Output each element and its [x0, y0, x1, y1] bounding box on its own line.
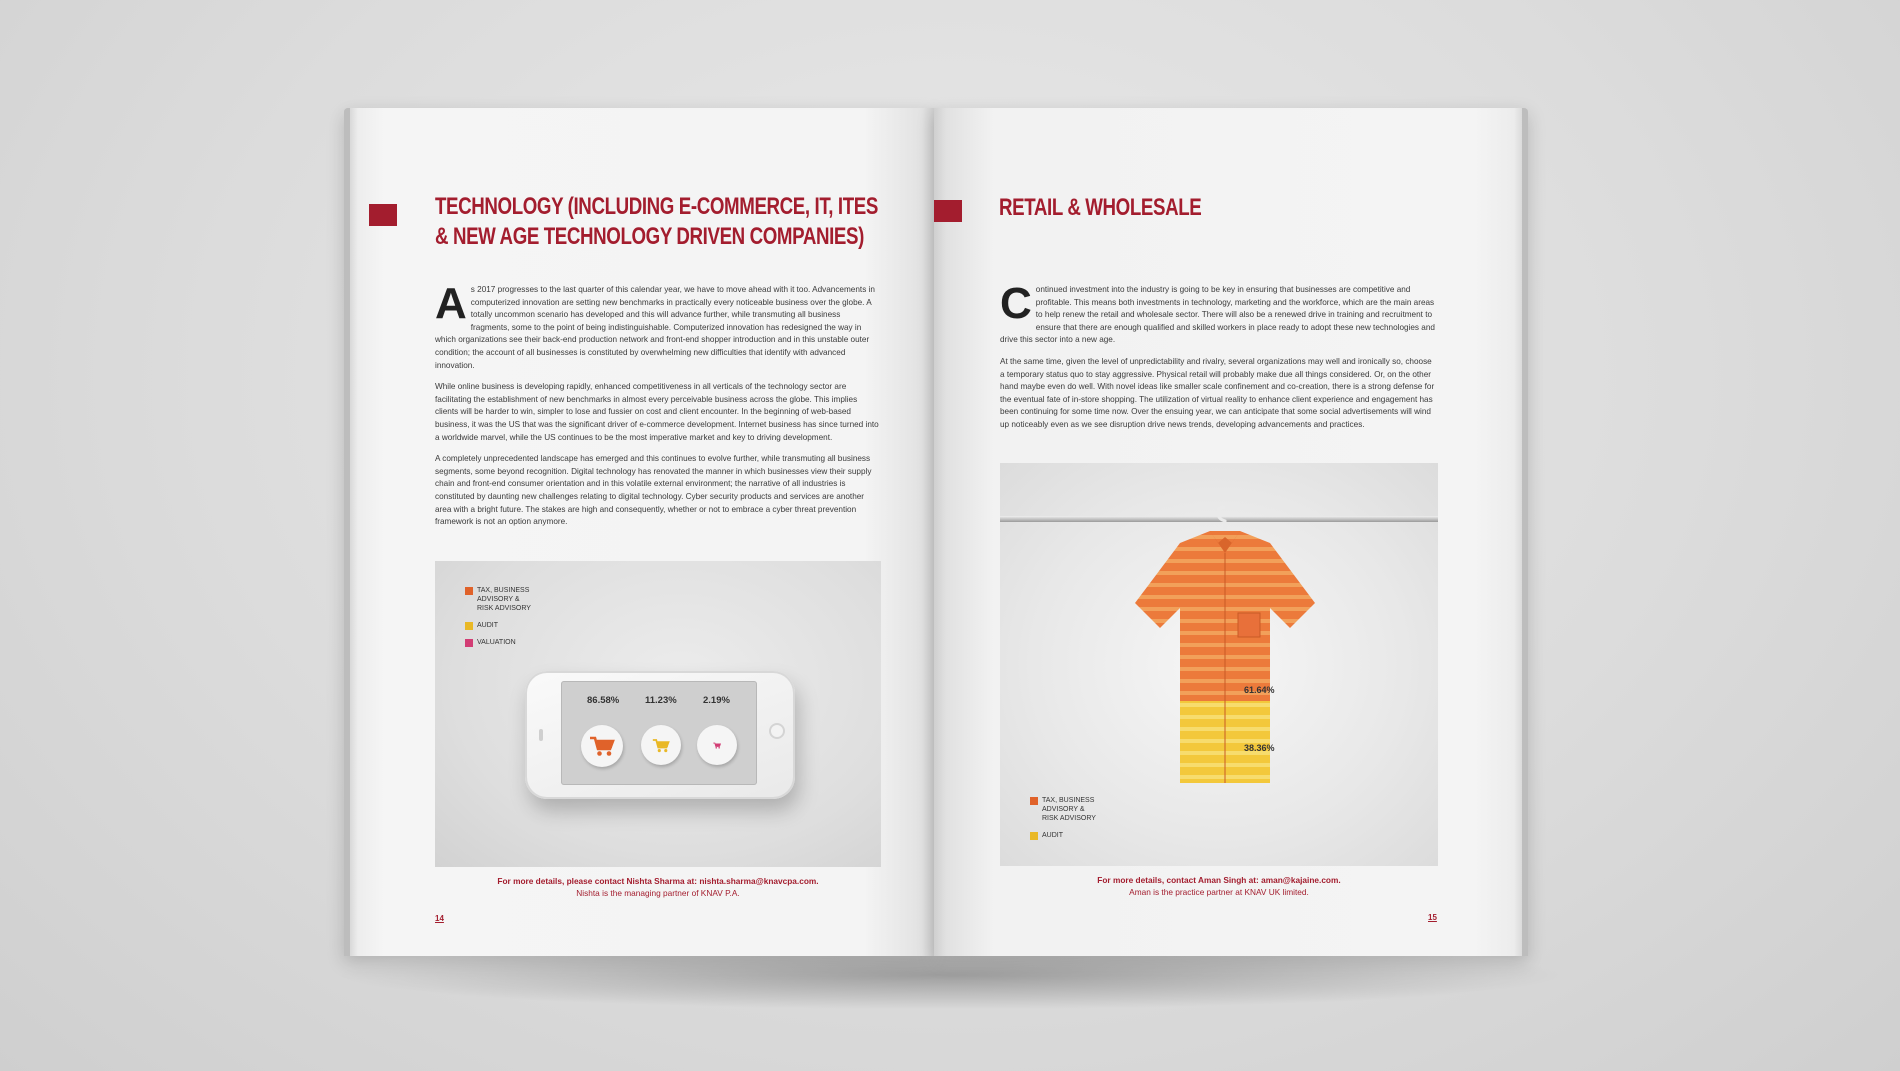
smartphone-illustration — [525, 671, 795, 799]
legend-swatch — [465, 622, 473, 630]
percentage-label: 61.64% — [1244, 685, 1275, 695]
chart-legend — [465, 586, 531, 655]
paragraph: Continued investment into the industry is going to be key in ensuring that businesses are competitive and profitable. This means both investments in technology, marketing and the workforce, which are the main areas to help renew the retail and wholesale sector. There will also be a renewed drive in training and recruitment to ensure that there are enough qualified and skilled workers in place ready to adopt these new technologies and drive this sector into a new age. — [1000, 279, 1435, 345]
paragraph: As 2017 progresses to the last quarter of this calendar year, we have to move ahead with it too. Advancements in computerized innovation are setting new benchmarks in practically every noticeable business over the globe. A totally uncommon scenario has developed and this will advance further, while transmuting all business fragments, some to the point of being indistinguishable. Computerized innovation has redesigned the way in which organizations see their back-end production network and front-end shopper introduction and in this unstable outer condition; the account of all businesses is constituted by overwhelming new difficulties that identify with advanced innovation. — [435, 279, 875, 370]
contact-line: For more details, contact Aman Singh at: aman@kajaine.com. — [1097, 875, 1341, 885]
paragraph: A completely unprecedented landscape has emerged and this continues to evolve further, while transmuting all business segments, some beyond recognition. Digital technology has renovated the manner in which businesses view their supply chain and front-end consumer orientation and in this volatile external environment; the narrative of all industries is constituted by daunting new challenges relating to digital technology. Cyber security products and services are another area with a bright future. The stakes are high and consequently, whether or not to embrace a cyber threat prevention framework is not an option anymore. — [435, 454, 872, 527]
legend-label: AUDIT — [477, 622, 498, 629]
contact-info — [435, 875, 881, 899]
drop-cap: C — [1000, 279, 1032, 328]
legend-item — [1030, 831, 1096, 840]
legend-item — [1030, 796, 1096, 823]
phone-screen — [561, 681, 757, 785]
legend-label: VALUATION — [477, 639, 516, 646]
article-body — [1000, 279, 1436, 441]
shopping-cart-icon — [641, 725, 681, 765]
title-line-1: TECHNOLOGY (INCLUDING E-COMMERCE, IT, ITES — [435, 193, 878, 220]
percentage-label: 11.23% — [645, 695, 677, 706]
percentage-label: 38.36% — [1244, 743, 1275, 753]
page-title — [435, 192, 878, 252]
page-number: 14 — [435, 914, 444, 923]
phone-home-button — [769, 723, 785, 739]
contact-role: Nishta is the managing partner of KNAV P.A. — [576, 888, 740, 898]
shopping-cart-icon — [581, 725, 623, 767]
shopping-cart-icon — [697, 725, 737, 765]
phone-speaker — [539, 729, 543, 741]
chart-legend — [1030, 796, 1096, 848]
article-body — [435, 279, 879, 538]
paragraph: While online business is developing rapidly, enhanced competitiveness in all verticals of the technology sector are facilitating the establishment of new benchmarks in almost every perceivable business across the globe. This implies clients will be harder to win, simpler to lose and fussier on cost and client encounter. In the beginning of web-based business, it was the US that was the significant driver of e-commerce development. Internet business has since turned into a worldwide marvel, while the US continues to be the most imperative market and key to driving development. — [435, 382, 879, 442]
contact-role: Aman is the practice partner at KNAV UK limited. — [1129, 887, 1309, 897]
legend-item — [465, 638, 531, 647]
legend-swatch — [465, 587, 473, 595]
contact-info — [1000, 874, 1438, 898]
title-line-2: & NEW AGE TECHNOLOGY DRIVEN COMPANIES) — [435, 223, 864, 250]
legend-swatch — [1030, 832, 1038, 840]
legend-swatch — [1030, 797, 1038, 805]
legend-item — [465, 621, 531, 630]
paragraph: At the same time, given the level of unpredictability and rivalry, several organizations may well and ironically so, choose a temporary status quo to stay aggressive. Physical retail will probably make due all things considered. Or, on the other hand maybe even do well. With novel ideas like smaller scale confinement and co-creation, there is a strong defense for the eventual fate of in-store shopping. The utilization of virtual reality to enhance client experience and engagement has been continuing for some time now. Over the ensuing year, we can anticipate that some social advertisements will wind up noticeably even as we see disruption drive news trends, developing advancements and practices. — [1000, 356, 1435, 429]
phone-infographic — [435, 561, 881, 867]
contact-line: For more details, please contact Nishta Sharma at: nishta.sharma@knavcpa.com. — [497, 876, 819, 886]
legend-swatch — [465, 639, 473, 647]
section-marker — [934, 200, 962, 222]
right-page — [934, 108, 1528, 956]
page-title: RETAIL & WHOLESALE — [999, 194, 1202, 221]
page-edge — [1522, 108, 1528, 956]
legend-label: TAX, BUSINESS ADVISORY & RISK ADVISORY — [477, 587, 531, 612]
left-page — [344, 108, 934, 956]
page-edge — [344, 108, 350, 956]
drop-cap: A — [435, 279, 467, 328]
legend-item — [465, 586, 531, 613]
shirt-infographic — [1000, 463, 1438, 866]
section-marker — [369, 204, 397, 226]
page-number: 15 — [1428, 913, 1437, 922]
shirt-illustration — [1110, 503, 1340, 793]
percentage-label: 86.58% — [587, 695, 620, 706]
percentage-label: 2.19% — [703, 695, 730, 706]
legend-label: AUDIT — [1042, 832, 1063, 839]
legend-label: TAX, BUSINESS ADVISORY & RISK ADVISORY — [1042, 797, 1096, 822]
